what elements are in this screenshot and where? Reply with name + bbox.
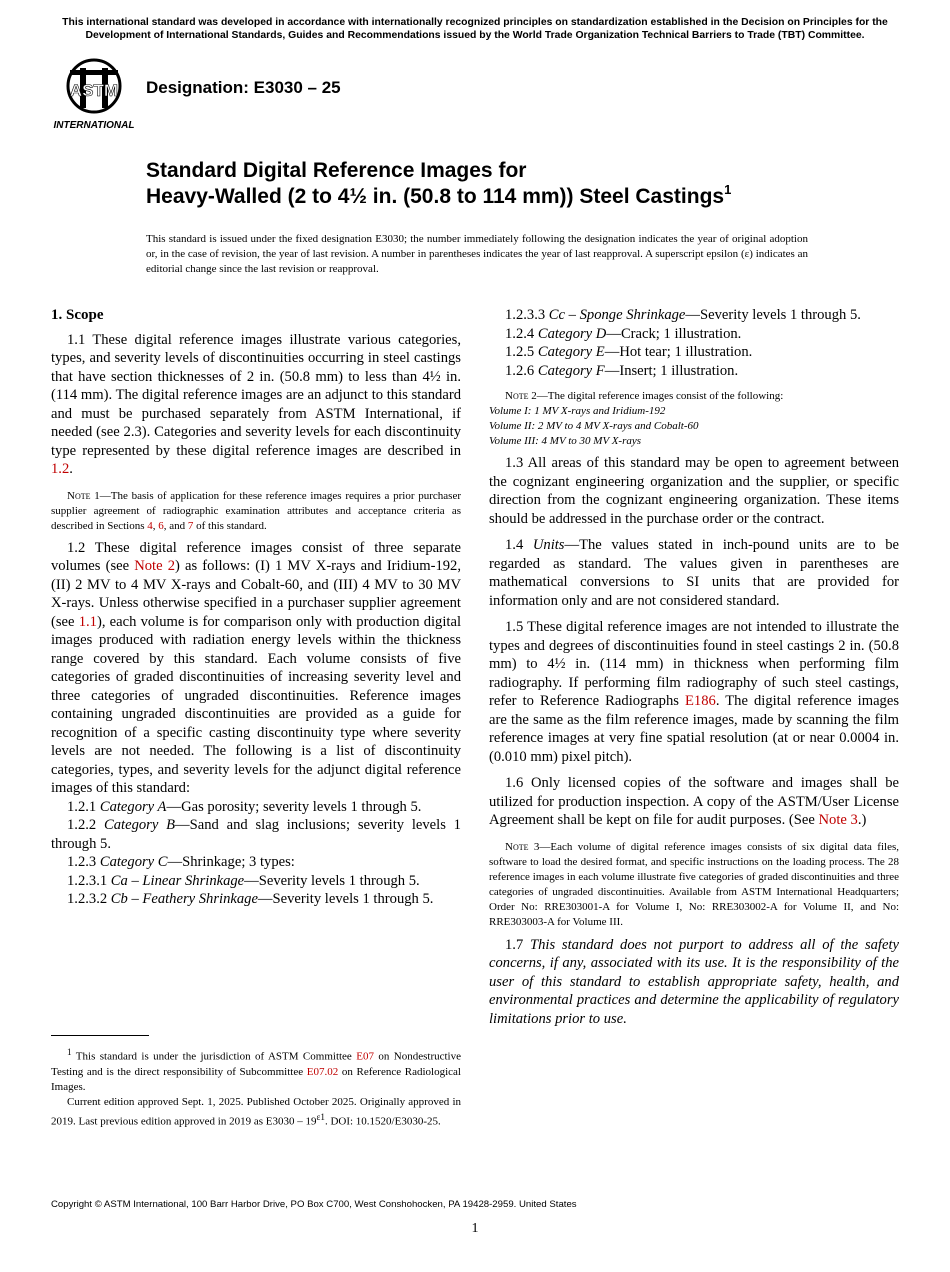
para-1-5: 1.5 These digital reference images are not intended to illustrate the types and degrees of discontinuities found in steel castings 2 in. (50.8 mm) to 4½ in. (114 mm) in thickness when performing film radiography. If performing film radiography of such steel castings, refer to Reference Radiographs E186. The digital reference images are the same as the film reference images, made by scanning the film reference images at very fine spatial resolution (at or near 0.0004 in. (0.010 mm) pixel pitch). (489, 619, 900, 765)
note-1: Note 1—The basis of application for these reference images requires a prior purchaser supplier agreement of radiographic examination attributes and acceptance criteria as described in Sections 4, 6, and 7 of this standard. (51, 489, 461, 532)
para-1-2: 1.2 These digital reference images consist of three separate volumes (see Note 2) as follows: (I) 1 MV X-rays and Iridium-192, (II) 2 MV to 4 MV X-rays and Cobalt-60, and (III) 4 MV to 30 MV X-rays. Unless otherwise specified in a purchaser supplier agreement (see 1.1), each volume is for comparison only with production digital images produced with radiation energy levels within the thickness range covered by this standard. Each volume consists of five categories of graded discontinuities of increasing severity level and three categories of ungraded discontinuities. Reference images containing ungraded discontinuities are provided as a guide for recognition of a specific casting discontinuity type where severity levels are not needed. The following is a list of discontinuity categories, types, and severity levels for the adjunct digital reference images of this standard: (51, 539, 461, 796)
link-section-4[interactable]: 4 (147, 519, 153, 532)
footnote-rule (51, 1035, 149, 1036)
note-3: Note 3—Each volume of digital reference images consists of six digital data files, software to load the desired format, and specific instructions on the loading process. The 28 reference images in each volume illustrate five categories of graded discontinuities and three categories of ungraded discontinuities. Available from ASTM International Headquarters; Order No: RRE303001-A for Volume I, No: RRE303002-A for Volume II, and No: RRE303003-A for Volume III. (489, 840, 899, 928)
link-e07[interactable]: E07 (356, 1050, 374, 1063)
para-1-2-1: 1.2.1 Category A—Gas porosity; severity levels 1 through 5. (67, 798, 422, 815)
para-1-2-5: 1.2.5 Category E—Hot tear; 1 illustration. (505, 344, 753, 360)
para-1-3: 1.3 All areas of this standard may be open to agreement between the cognizant engineering organization and the supplier, or specific direction from the cognizant engineering organization. These items should be addressed in the purchase order or the contract. (489, 455, 899, 527)
para-1-7: 1.7 This standard does not purport to address all of the safety concerns, if any, associated with its use. It is the responsibility of the user of this standard to establish appropriate safety, health, and environmental practices and determine the applicability of regulatory limitations prior to use. (489, 936, 899, 1027)
logo-text: INTERNATIONAL (53, 120, 135, 131)
link-note-3[interactable]: Note 3 (818, 812, 858, 828)
link-e07-02[interactable]: E07.02 (306, 1065, 339, 1078)
right-column (489, 306, 899, 1028)
note-2-volume-3: Volume III: 4 MV to 30 MV X-rays (489, 435, 642, 447)
link-note-2[interactable]: Note 2 (134, 558, 176, 574)
left-column (51, 306, 461, 909)
para-1-4: 1.4 Units—The values stated in inch-pound units are to be regarded as standard. The values given in parentheses are mathematical conversions to SI units that are provided for information only and are not considered standard. (489, 537, 900, 609)
note-2: Note 2—The digital reference images consist of the following: Volume I: 1 MV X-rays and Iridium-192 Volume II: 2 MV to 4 MV X-rays and Cobalt-60 Volume III: 4 MV to 30 MV X-rays (489, 389, 899, 449)
para-1-6: 1.6 Only licensed copies of the software and images shall be utilized for production inspection. A copy of the ASTM/User License Agreement shall be kept on file for audit purposes. (See Note 3.) (489, 775, 899, 828)
footnote-edition: Current edition approved Sept. 1, 2025. Published October 2025. Originally approved in 2019. Last previous edition approved in 2019 as $E3030 - 19^{\varepsilon 1}$. DOI: 10.1520/E3030-25. (51, 1095, 461, 1128)
copyright-line: Copyright © ASTM International, 100 Barr Harbor Drive, PO Box C700, West Conshohocken, PA 19428-2959. United States (51, 1199, 577, 1210)
issuance-statement: This standard is issued under the fixed designation E3030; the number immediately following the designation indicates the year of original adoption or, in the case of revision, the year of last revision. A number in parentheses indicates the year of last reapproval. A superscript epsilon (ε) indicates an editorial change since the last revision or reapproval. (146, 233, 808, 275)
para-1-2-4: 1.2.4 Category D—Crack; 1 illustration. (505, 325, 742, 342)
note-2-volume-1: Volume I: 1 MV X-rays and Iridium-192 (489, 405, 666, 417)
para-1-2-3-1: 1.2.3.1 Ca – Linear Shrinkage—Severity levels 1 through 5. (67, 872, 420, 889)
footnote-1: $^1$ This standard is under the jurisdiction of ASTM Committee E07 on Nondestructive Testing and is the direct responsibility of Subcommittee E07.02 on Reference Radiological Images. (51, 1047, 461, 1093)
link-section-7[interactable]: 7 (187, 519, 194, 532)
note-2-volume-2: Volume II: 2 MV to 4 MV X-rays and Cobalt-60 (489, 420, 699, 432)
section-heading-scope: 1. Scope (51, 307, 104, 323)
link-section-6[interactable]: 6 (158, 519, 164, 532)
tbt-notice: This international standard was developed in accordance with internationally recognized principles on standardization established in the Decision on Principles for the Development of International Standards, Guides and Recommendations issued by the World Trade Organization Technical Barriers to Trade (TBT) Committee. (62, 17, 888, 41)
title-line-1: Standard Digital Reference Images for (146, 159, 527, 182)
document-title (146, 158, 731, 210)
para-1-1: 1.1 These digital reference images illustrate various categories, types, and severity levels of discontinuities occurring in steel castings that have section thicknesses of 2 in. (50.8 mm) to less than 4½ in. (114 mm). The digital reference images are an adjunct to this standard and must be purchased separately from ASTM International, if needed (see 2.3). Categories and severity levels for each discontinuity type represented by these digital reference images are described in 1.2. (51, 331, 461, 477)
para-1-2-3-3: 1.2.3.3 Cc – Sponge Shrinkage—Severity levels 1 through 5. (505, 307, 861, 323)
link-1-1[interactable]: 1.1 (78, 613, 97, 630)
astm-logo (52, 56, 136, 132)
logo-mark: ASTM (69, 81, 119, 100)
link-1-2[interactable]: 1.2 (51, 461, 70, 477)
para-1-2-2: 1.2.2 Category B—Sand and slag inclusions; severity levels 1 through 5. (51, 817, 461, 852)
footnotes (51, 1045, 461, 1129)
page-number: 1 (471, 1221, 479, 1236)
link-e186[interactable]: E186 (685, 693, 716, 709)
para-1-2-6: 1.2.6 Category F—Insert; 1 illustration. (505, 362, 739, 379)
para-1-2-3-2: 1.2.3.2 Cb – Feathery Shrinkage—Severity levels 1 through 5. (67, 891, 434, 907)
designation: Designation: E3030 – 25 (146, 78, 341, 97)
title-footnote-marker: 1 (724, 182, 732, 197)
para-1-2-3: 1.2.3 Category C—Shrinkage; 3 types: (67, 854, 295, 870)
title-line-2: Heavy-Walled (2 to 4½ in. (50.8 to 114 mm)) Steel Castings (146, 185, 725, 208)
